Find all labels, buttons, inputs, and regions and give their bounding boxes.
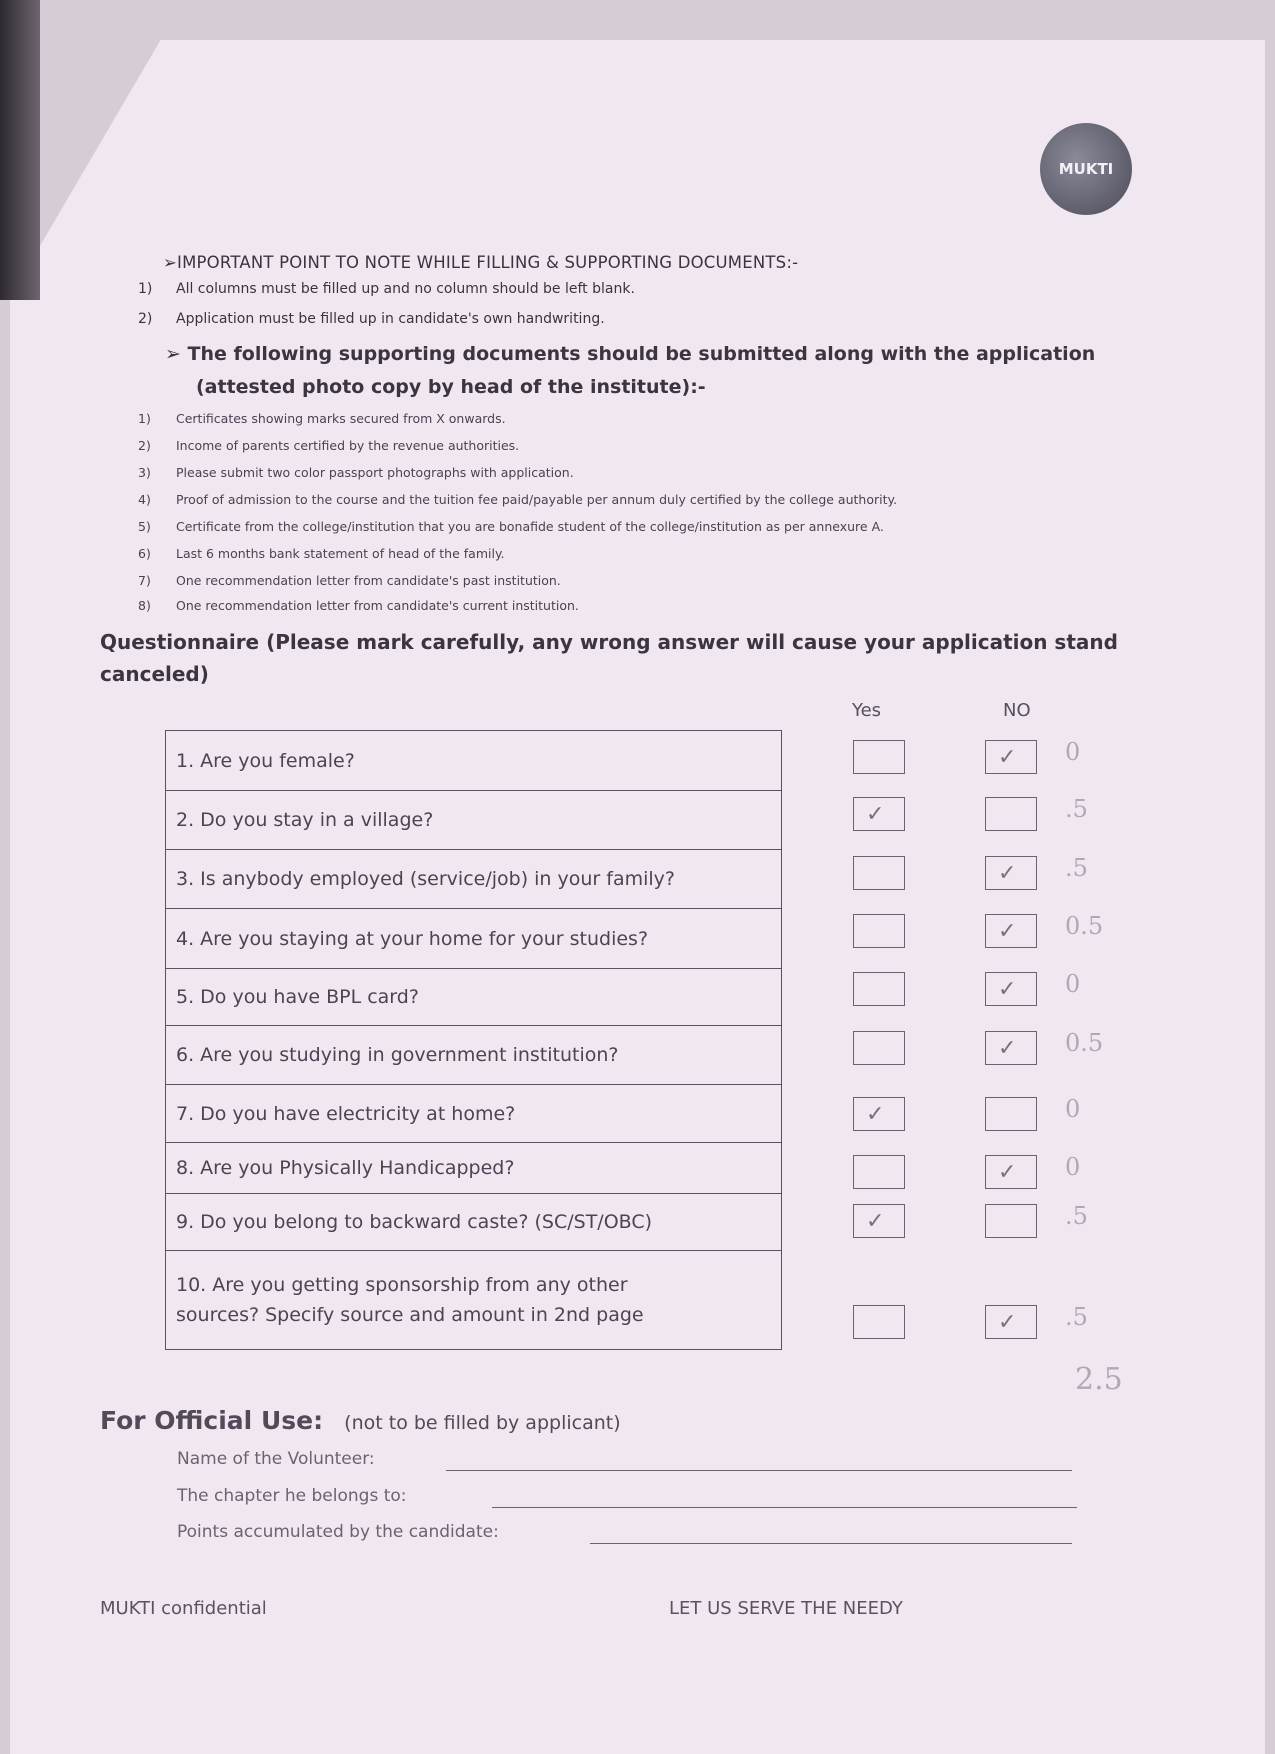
- doc-text: Income of parents certified by the revenue authorities.: [176, 438, 520, 453]
- chapter-label: The chapter he belongs to:: [177, 1486, 407, 1506]
- note-item-number: 2): [138, 311, 153, 327]
- document-item-6: [138, 546, 505, 561]
- doc-number: 5): [138, 519, 151, 534]
- document-item-1: [138, 411, 506, 426]
- question-row: [166, 1251, 782, 1350]
- documents-title-line2: (attested photo copy by head of the institute):-: [196, 376, 706, 398]
- question-row: [166, 969, 782, 1026]
- doc-text: Please submit two color passport photographs with application.: [176, 465, 574, 480]
- doc-text: One recommendation letter from candidate's current institution.: [176, 598, 579, 613]
- no-checkbox[interactable]: [985, 1305, 1037, 1339]
- question-text: 7. Do you have electricity at home?: [166, 1085, 782, 1143]
- points-field[interactable]: [590, 1543, 1072, 1544]
- questionnaire-heading-line2: canceled): [100, 662, 209, 686]
- volunteer-name-label: Name of the Volunteer:: [177, 1449, 375, 1469]
- doc-text: One recommendation letter from candidate's past institution.: [176, 573, 561, 588]
- check-mark-icon: ✓: [998, 861, 1017, 886]
- logo-text: MUKTI: [1058, 160, 1114, 178]
- question-text: 5. Do you have BPL card?: [166, 969, 782, 1026]
- doc-number: 4): [138, 492, 151, 507]
- check-mark-icon: ✓: [998, 919, 1017, 944]
- document-item-5: [138, 519, 884, 534]
- document-item-2: [138, 438, 519, 453]
- yes-checkbox[interactable]: [853, 856, 905, 890]
- document-item-7: [138, 573, 561, 588]
- doc-text: Last 6 months bank statement of head of the family.: [176, 546, 505, 561]
- check-mark-icon: ✓: [998, 745, 1017, 770]
- handwritten-mark: 0.5: [1065, 1029, 1104, 1057]
- documents-title-line1: ➢ The following supporting documents should be submitted along with the application: [165, 343, 1096, 365]
- question-row: [166, 791, 782, 850]
- question-text: 1. Are you female?: [166, 731, 782, 791]
- question-text: 6. Are you studying in government institution?: [166, 1026, 782, 1085]
- question-text: [166, 1251, 782, 1350]
- question-text-line2: sources? Specify source and amount in 2nd page: [176, 1304, 644, 1326]
- question-text: 3. Is anybody employed (service/job) in your family?: [166, 850, 782, 909]
- handwritten-mark: 0: [1065, 1153, 1081, 1181]
- points-label: Points accumulated by the candidate:: [177, 1522, 499, 1542]
- handwritten-mark: 0: [1065, 738, 1081, 766]
- official-use-heading: [100, 1406, 621, 1435]
- doc-number: 2): [138, 438, 151, 453]
- no-checkbox[interactable]: [985, 1204, 1037, 1238]
- note-item-text: Application must be filled up in candidate's own handwriting.: [176, 311, 605, 327]
- official-use-note: (not to be filled by applicant): [344, 1412, 621, 1434]
- no-checkbox[interactable]: [985, 972, 1037, 1006]
- chapter-field[interactable]: [492, 1507, 1077, 1508]
- question-row: [166, 731, 782, 791]
- question-row: [166, 1085, 782, 1143]
- question-text: 8. Are you Physically Handicapped?: [166, 1143, 782, 1194]
- questionnaire-heading-line1: Questionnaire (Please mark carefully, any wrong answer will cause your application stand: [100, 630, 1118, 654]
- column-no-header: NO: [1003, 700, 1031, 721]
- footer-confidential: MUKTI confidential: [100, 1598, 267, 1619]
- note-item-2: [138, 311, 605, 327]
- no-checkbox[interactable]: [985, 797, 1037, 831]
- yes-checkbox[interactable]: [853, 1155, 905, 1189]
- no-checkbox[interactable]: [985, 856, 1037, 890]
- handwritten-mark: .5: [1065, 1202, 1088, 1230]
- note-item-number: 1): [138, 281, 153, 297]
- check-mark-icon: ✓: [998, 1310, 1017, 1335]
- yes-checkbox[interactable]: [853, 740, 905, 774]
- no-checkbox[interactable]: [985, 914, 1037, 948]
- yes-checkbox[interactable]: [853, 972, 905, 1006]
- question-row: [166, 909, 782, 969]
- handwritten-mark: .5: [1065, 795, 1088, 823]
- question-row: [166, 1026, 782, 1085]
- no-checkbox[interactable]: [985, 1031, 1037, 1065]
- yes-checkbox[interactable]: [853, 914, 905, 948]
- question-row: [166, 1143, 782, 1194]
- page-edge-shadow: [0, 0, 40, 300]
- question-text: 2. Do you stay in a village?: [166, 791, 782, 850]
- doc-number: 7): [138, 573, 151, 588]
- yes-checkbox[interactable]: [853, 1097, 905, 1131]
- document-item-3: [138, 465, 574, 480]
- check-mark-icon: ✓: [866, 802, 885, 827]
- note-item-text: All columns must be filled up and no column should be left blank.: [176, 281, 635, 297]
- no-checkbox[interactable]: [985, 1155, 1037, 1189]
- doc-number: 6): [138, 546, 151, 561]
- footer-left: [100, 1598, 267, 1619]
- yes-checkbox[interactable]: [853, 1305, 905, 1339]
- handwritten-mark: .5: [1065, 1303, 1088, 1331]
- handwritten-total: 2.5: [1075, 1362, 1123, 1397]
- check-mark-icon: ✓: [998, 1160, 1017, 1185]
- check-mark-icon: ✓: [998, 1036, 1017, 1061]
- doc-number: 3): [138, 465, 151, 480]
- questionnaire-table: [165, 730, 782, 1350]
- handwritten-mark: 0: [1065, 970, 1081, 998]
- question-text: 9. Do you belong to backward caste? (SC/ST/OBC): [166, 1194, 782, 1251]
- no-checkbox[interactable]: [985, 1097, 1037, 1131]
- question-text-line1: 10. Are you getting sponsorship from any other: [176, 1274, 628, 1296]
- doc-text: Certificate from the college/institution that you are bonafide student of the college/institution as per annexure A.: [176, 519, 884, 534]
- volunteer-name-field[interactable]: [446, 1470, 1072, 1471]
- handwritten-mark: .5: [1065, 854, 1088, 882]
- important-notes-title: ➢IMPORTANT POINT TO NOTE WHILE FILLING & SUPPORTING DOCUMENTS:-: [163, 253, 799, 272]
- doc-number: 8): [138, 598, 151, 613]
- note-item-1: [138, 281, 635, 297]
- column-yes-header: Yes: [852, 700, 882, 721]
- document-item-4: [138, 492, 897, 507]
- handwritten-mark: 0: [1065, 1095, 1081, 1123]
- question-row: [166, 850, 782, 909]
- document-item-8: [138, 598, 579, 613]
- yes-checkbox[interactable]: [853, 1031, 905, 1065]
- yes-checkbox[interactable]: [853, 1204, 905, 1238]
- question-row: [166, 1194, 782, 1251]
- doc-text: Proof of admission to the course and the tuition fee paid/payable per annum duly certified by the college authority.: [176, 492, 898, 507]
- question-text: 4. Are you staying at your home for your studies?: [166, 909, 782, 969]
- check-mark-icon: ✓: [866, 1209, 885, 1234]
- yes-checkbox[interactable]: [853, 797, 905, 831]
- footer-right: LET US SERVE THE NEEDY: [669, 1598, 903, 1619]
- doc-text: Certificates showing marks secured from X onwards.: [176, 411, 506, 426]
- handwritten-mark: 0.5: [1065, 912, 1104, 940]
- check-mark-icon: ✓: [998, 977, 1017, 1002]
- check-mark-icon: ✓: [866, 1102, 885, 1127]
- doc-number: 1): [138, 411, 151, 426]
- official-use-title: For Official Use:: [100, 1406, 324, 1435]
- mukti-logo: [1040, 123, 1132, 215]
- no-checkbox[interactable]: [985, 740, 1037, 774]
